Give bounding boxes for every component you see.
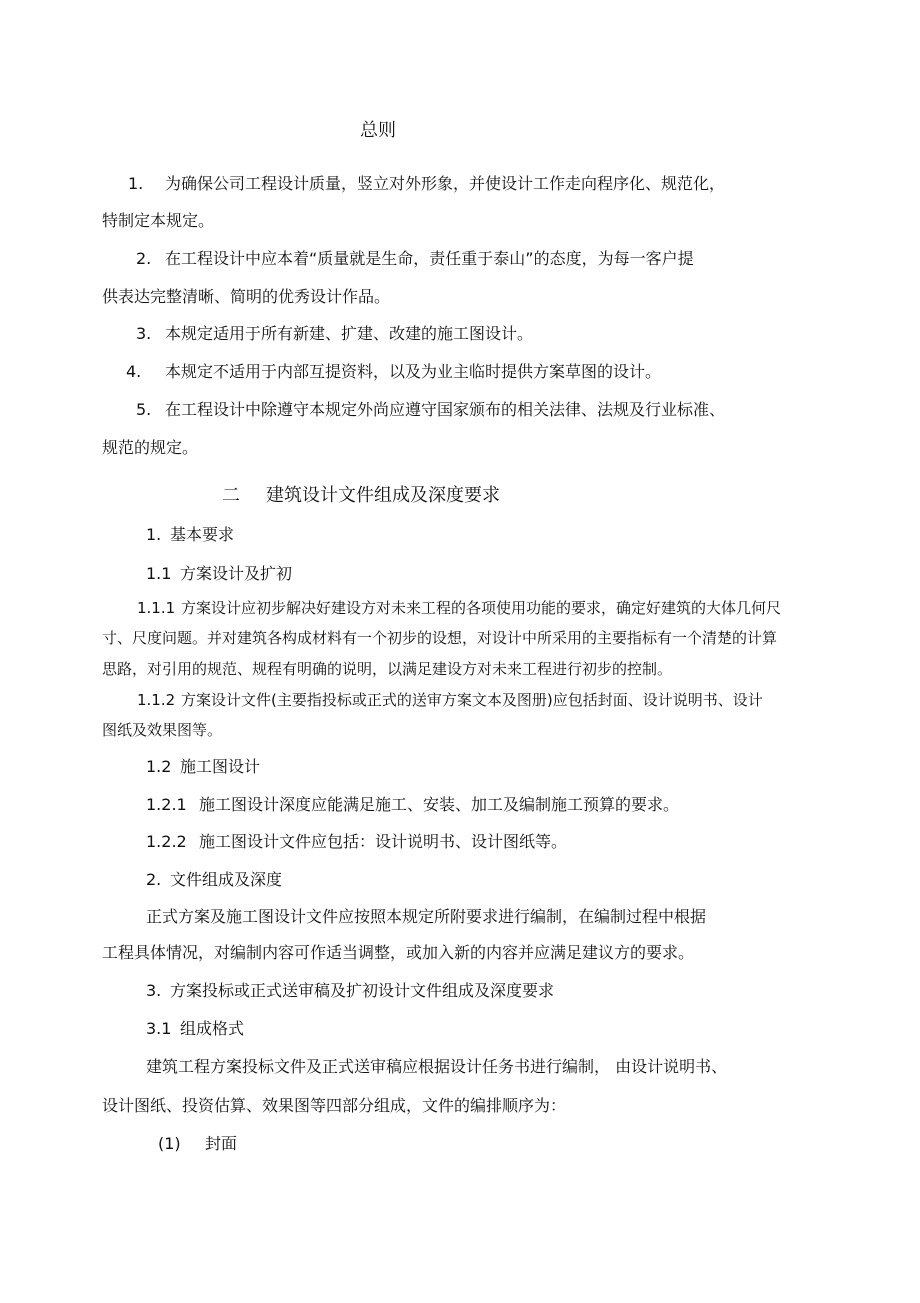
s1-1-number: 1.1 bbox=[146, 564, 172, 583]
s2-title: 文件组成及深度 bbox=[170, 870, 283, 889]
s1-1-2-line2: 图纸及效果图等。 bbox=[102, 721, 223, 739]
section-2-title: 建筑设计文件组成及深度要求 bbox=[266, 485, 500, 506]
section-2-number: 二 bbox=[222, 485, 240, 506]
s2-para-line2: 工程具体情况，对编制内容可作适当调整，或加入新的内容并应满足建议方的要求。 bbox=[102, 943, 695, 962]
s3-1-para-line1: 建筑工程方案投标文件及正式送审稿应根据设计任务书进行编制， 由设计说明书、 bbox=[146, 1057, 728, 1076]
s1-2-1-number: 1.2.1 bbox=[146, 795, 187, 814]
item-1-number: (1) bbox=[158, 1134, 181, 1153]
clause-1-line1: 为确保公司工程设计质量，竖立对外形象，并使设计工作走向程序化、规范化， bbox=[165, 174, 726, 193]
s3-1-number: 3.1 bbox=[146, 1019, 172, 1038]
s3-1-title: 组成格式 bbox=[180, 1019, 245, 1038]
s1-1-1-line1: 方案设计应初步解决好建设方对未来工程的各项使用功能的要求，确定好建筑的大体几何尺 bbox=[181, 599, 782, 617]
clause-5-line1: 在工程设计中除遵守本规定外尚应遵守国家颁布的相关法律、法规及行业标准、 bbox=[165, 400, 726, 419]
s1-1-2-number: 1.1.2 bbox=[137, 691, 176, 709]
clause-1-line2: 特制定本规定。 bbox=[102, 211, 215, 230]
page-title: 总则 bbox=[360, 120, 396, 141]
s2-number: 2. bbox=[146, 870, 162, 889]
clause-4-number: 4. bbox=[126, 362, 142, 381]
s1-1-title: 方案设计及扩初 bbox=[180, 564, 293, 583]
clause-5-number: 5. bbox=[136, 400, 152, 419]
clause-2-number: 2. bbox=[136, 249, 152, 268]
s1-1-1-line2: 寸、尺度问题。并对建筑各构成材料有一个初步的设想，对设计中所采用的主要指标有一个清楚的计算 bbox=[102, 629, 778, 647]
s1-2-2-number: 1.2.2 bbox=[146, 832, 187, 851]
s1-1-2-line1: 方案设计文件(主要指投标或正式的送审方案文本及图册)应包括封面、设计说明书、设计 bbox=[181, 691, 763, 709]
s1-2-title: 施工图设计 bbox=[180, 757, 261, 776]
s2-para-line1: 正式方案及施工图设计文件应按照本规定所附要求进行编制，在编制过程中根据 bbox=[146, 907, 707, 926]
item-1-text: 封面 bbox=[205, 1134, 238, 1153]
s1-1-1-line3: 思路，对引用的规范、规程有明确的说明，以满足建设方对未来工程进行初步的控制。 bbox=[102, 660, 673, 678]
s3-1-para-line2: 设计图纸、投资估算、效果图等四部分组成，文件的编排顺序为： bbox=[102, 1096, 567, 1115]
clause-4-line1: 本规定不适用于内部互提资料，以及为业主临时提供方案草图的设计。 bbox=[165, 362, 662, 381]
clause-3-line1: 本规定适用于所有新建、扩建、改建的施工图设计。 bbox=[165, 324, 534, 343]
clause-2-line2: 供表达完整清晰、简明的优秀设计作品。 bbox=[102, 287, 391, 306]
s1-2-2-text: 施工图设计文件应包括：设计说明书、设计图纸等。 bbox=[199, 832, 568, 851]
s1-number: 1. bbox=[146, 525, 162, 544]
clause-1-number: 1. bbox=[128, 174, 144, 193]
s1-title: 基本要求 bbox=[170, 525, 235, 544]
s1-2-1-text: 施工图设计深度应能满足施工、安装、加工及编制施工预算的要求。 bbox=[199, 795, 680, 814]
s1-1-1-number: 1.1.1 bbox=[137, 599, 176, 617]
clause-3-number: 3. bbox=[136, 324, 152, 343]
s3-number: 3. bbox=[146, 981, 162, 1000]
clause-2-line1: 在工程设计中应本着“质量就是生命，责任重于泰山”的态度，为每一客户提 bbox=[165, 249, 694, 268]
s3-title: 方案投标或正式送审稿及扩初设计文件组成及深度要求 bbox=[170, 981, 555, 1000]
s1-2-number: 1.2 bbox=[146, 757, 172, 776]
clause-5-line2: 规范的规定。 bbox=[102, 438, 199, 457]
